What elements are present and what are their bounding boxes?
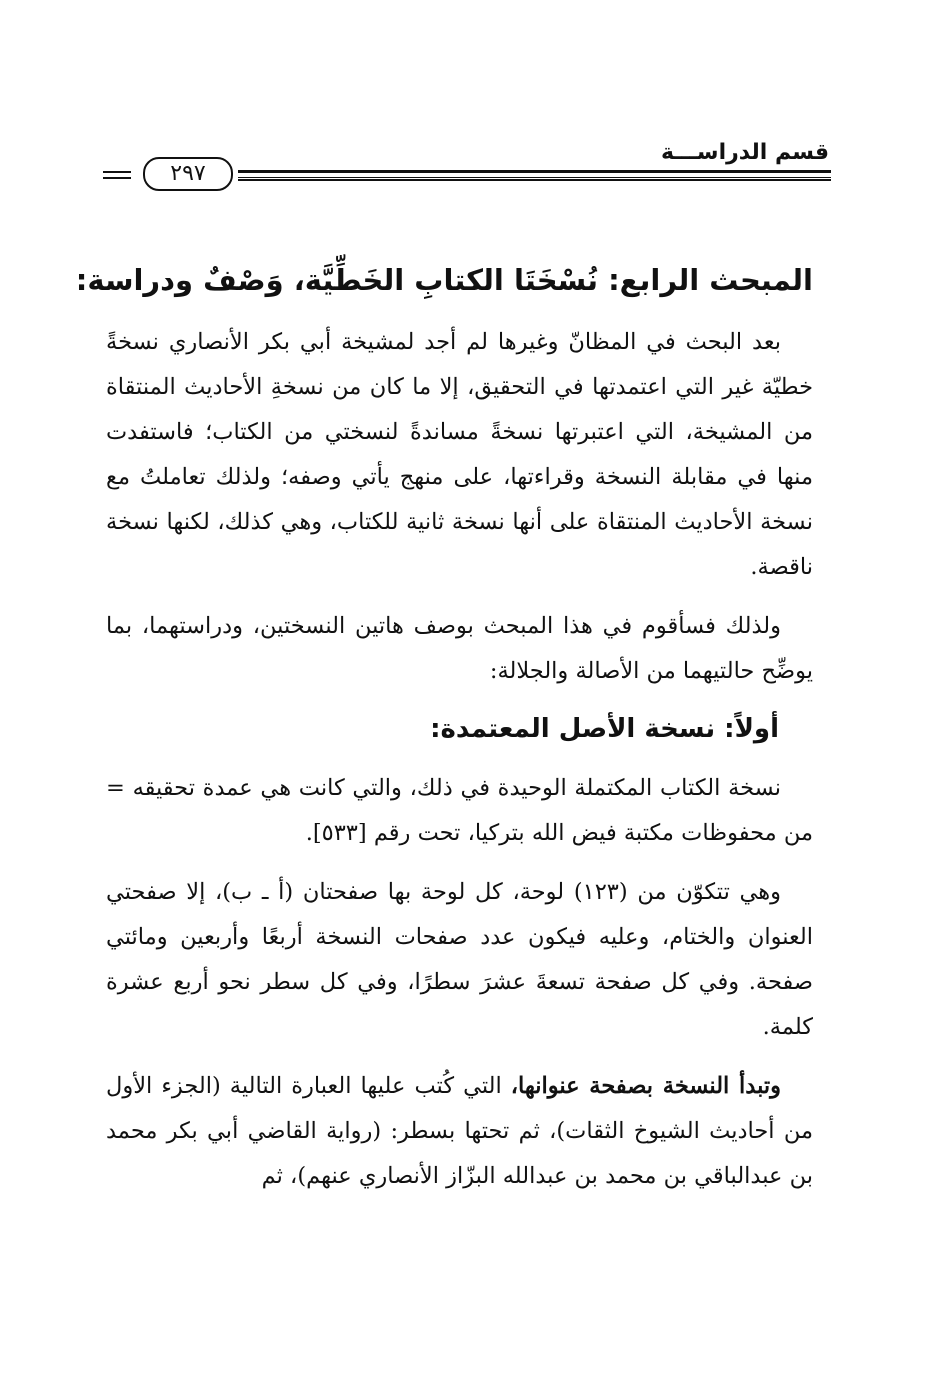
paragraph: بعد البحث في المظانّ وغيرها لم أجد لمشيخة أبي بكر الأنصاري نسخةً خطيّة غير التي اعتمدتها في التحقيق، إلا ما كان من نسخةِ الأحاديث المنتقاة من المشيخة، التي اعتبرتها نسخةً مساندةً لنسختي من الكتاب؛ فاستفدت منها في مقابلة النسخة وقراءتها، على منهج يأتي وصفه؛ ولذلك تعاملتُ مع نسخة الأحاديث المنتقاة على أنها نسخة ثانية للكتاب، وهي كذلك، لكنها نسخة ناقصة. — [106, 329, 813, 580]
subsection-heading: أولاً: نسخة الأصل المعتمدة: — [430, 714, 779, 744]
paragraph-text: التي كُتب عليها العبارة التالية (الجزء الأول من أحاديث الشيوخ الثقات)، ثم تحتها بسطر: (رواية القاضي أبي بكر محمد بن عبدالباقي بن محمد بن عبدالله البزّاز الأنصاري عنهم)، ثم — [106, 1073, 813, 1189]
paragraph: ولذلك فسأقوم في هذا المبحث بوصف هاتين النسختين، ودراستهما، بما يوضِّح حالتيهما من الأصالة والجلالة: — [106, 613, 813, 684]
page-number-tab-rule — [103, 177, 131, 179]
running-head: قسم الدراســـة — [661, 140, 829, 165]
header-rule — [238, 170, 831, 178]
paragraph: نسخة الكتاب المكتملة الوحيدة في ذلك، والتي كانت هي عمدة تحقيقه = من محفوظات مكتبة فيض الله بتركيا، تحت رقم [٥٣٣]. — [106, 775, 813, 846]
header-rule-lower — [238, 179, 831, 181]
main-text — [75, 258, 813, 1213]
paragraph: وهي تتكوّن من (١٢٣) لوحة، كل لوحة بها صفحتان (أ ـ ب)، إلا صفحتي العنوان والختام، وعليه فيكون عدد صفحات النسخة أربعًا وأربعين ومائتي صفحة. وفي كل صفحة تسعةَ عشرَ سطرًا، وفي كل سطر نحو أربع عشرة كلمة. — [106, 879, 813, 1040]
section-title: المبحث الرابع: نُسْخَتَا الكتابِ الخَطِّيَّة، وَصْفٌ ودراسة: — [75, 263, 813, 297]
page-number-tab-rule — [103, 171, 131, 173]
paragraph-lead: وتبدأ النسخة بصفحة عنوانها، — [510, 1073, 781, 1099]
paragraph — [106, 1064, 813, 1199]
page-number: ٢٩٧ — [143, 157, 233, 191]
